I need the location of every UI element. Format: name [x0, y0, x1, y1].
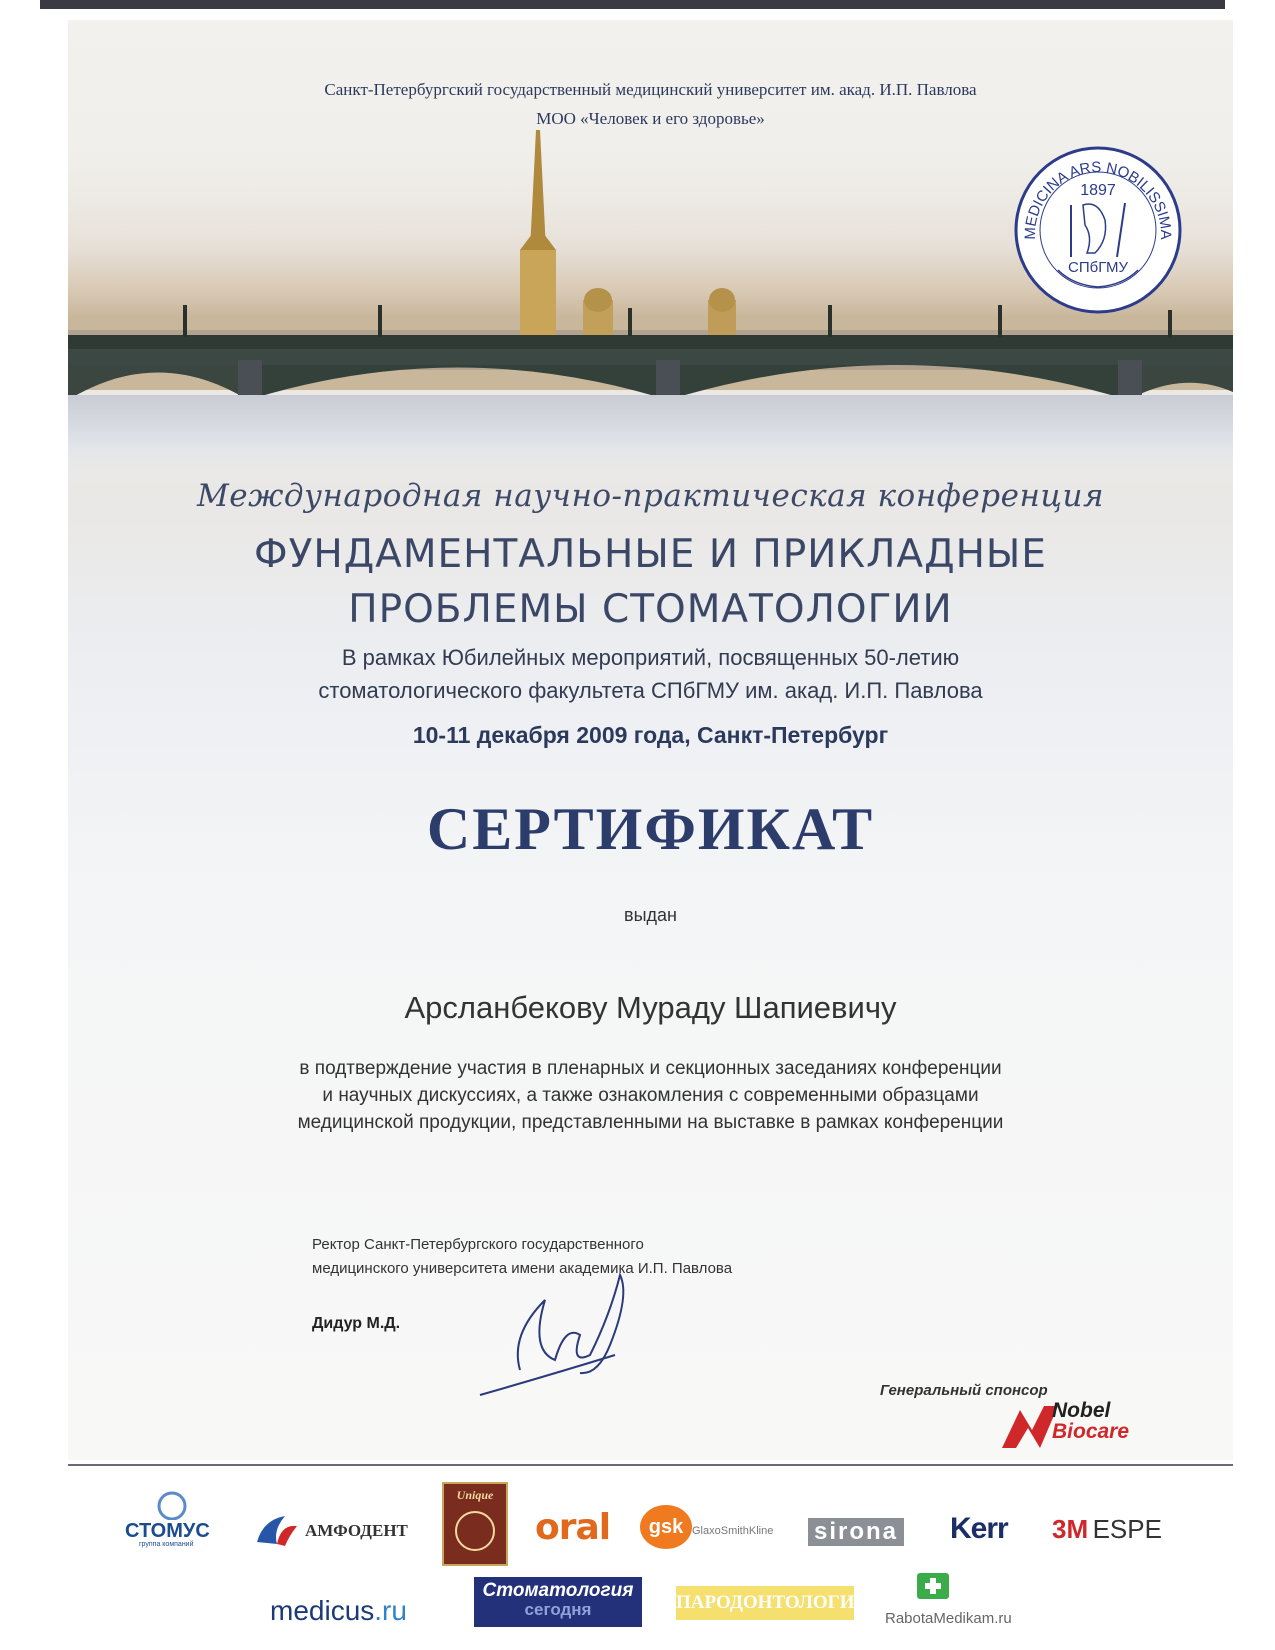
signatory-title-line2: медицинского университета имени академика И.П. Павлова — [312, 1260, 733, 1277]
parodontology-logo: ПАРОДОНТОЛОГИЯ — [676, 1586, 854, 1620]
seal-abbr: СПбГМУ — [1067, 259, 1129, 276]
nobel-line1: Nobel — [1052, 1399, 1111, 1422]
conference-title-line1: ФУНДАМЕНТАЛЬНЫЕ И ПРИКЛАДНЫЕ — [254, 532, 1047, 577]
seal-year: 1897 — [1080, 182, 1116, 199]
issued-label: выдан — [624, 905, 677, 925]
certificate-body-line1: в подтверждение участия в пленарных и секционных заседаниях конференции — [299, 1058, 1002, 1079]
stomus-caption: группа компаний — [139, 1541, 194, 1548]
medkit-icon — [915, 1567, 951, 1601]
oral-logo: oral — [535, 1507, 611, 1548]
stomatology-name: Стоматология — [482, 1580, 634, 1601]
medicus-logo — [270, 1595, 407, 1627]
conference-title-line2: ПРОБЛЕМЫ СТОМАТОЛОГИИ — [348, 587, 953, 632]
medicus-name: medicus — [270, 1595, 375, 1626]
rabotamedikam-logo — [885, 1567, 1012, 1637]
university-name: Санкт-Петербургский государственный медицинский университет им. акад. И.П. Павлова — [324, 80, 977, 99]
signatory-name: Дидур М.Д. — [312, 1315, 401, 1332]
stomatology-today-logo — [474, 1577, 642, 1627]
rabotamedikam-name: RabotaMedikam.ru — [885, 1610, 1012, 1627]
sirona-logo: sirona — [808, 1518, 904, 1546]
unique-name: Unique — [456, 1488, 494, 1502]
kerr-logo: Kerr — [950, 1512, 1008, 1545]
nobel-biocare-logo — [1000, 1400, 1180, 1455]
unique-logo — [442, 1482, 508, 1566]
certificate-body-line3: медицинской продукции, представленными на выставке в рамках конференции — [297, 1112, 1004, 1133]
recipient-name: Арсланбекову Мураду Шапиевичу — [404, 990, 897, 1025]
general-sponsor-label: Генеральный спонсор — [880, 1382, 1048, 1399]
conference-kind: Международная научно-практическая конференция — [197, 478, 1104, 514]
stomus-logo — [125, 1490, 220, 1550]
stomus-name: СТОМУС — [125, 1520, 210, 1542]
nobel-line2: Biocare — [1052, 1420, 1130, 1443]
stomatology-sub: сегодня — [524, 1600, 592, 1619]
3m-espe-logo — [1052, 1514, 1162, 1545]
amfodent-icon — [255, 1512, 299, 1548]
conference-subtitle-line2: стоматологического факультета СПбГМУ им. акад. И.П. Павлова — [318, 678, 983, 703]
conference-subtitle-line1: В рамках Юбилейных мероприятий, посвященных 50-летию — [341, 645, 960, 670]
seal-motto: MEDICINA ARS NOBILISSIMA — [1021, 158, 1175, 240]
gsk-name: GlaxoSmithKline — [692, 1525, 774, 1537]
signatory-title-line1: Ректор Санкт-Петербургского государственного — [312, 1236, 644, 1253]
handwritten-signature — [470, 1255, 650, 1415]
conference-dates: 10-11 декабря 2009 года, Санкт-Петербург — [412, 722, 889, 748]
organization-name: МОО «Человек и его здоровье» — [536, 109, 765, 128]
stomus-icon — [152, 1490, 192, 1520]
footer-divider — [68, 1464, 1233, 1466]
3m-mark: 3M — [1052, 1514, 1089, 1544]
medicus-domain: .ru — [374, 1595, 407, 1626]
nobel-biocare-icon — [1000, 1400, 1060, 1455]
gsk-badge: gsk — [640, 1505, 692, 1549]
amfodent-name: АМФОДЕНТ — [305, 1521, 408, 1540]
unique-icon — [455, 1511, 495, 1551]
scan-top-edge — [40, 0, 1225, 9]
university-seal — [1013, 145, 1183, 315]
certificate-heading: СЕРТИФИКАТ — [426, 796, 875, 862]
espe-mark: ESPE — [1092, 1514, 1162, 1544]
certificate-body-line2: и научных дискуссиях, а также ознакомления с современными образцами — [322, 1085, 979, 1106]
